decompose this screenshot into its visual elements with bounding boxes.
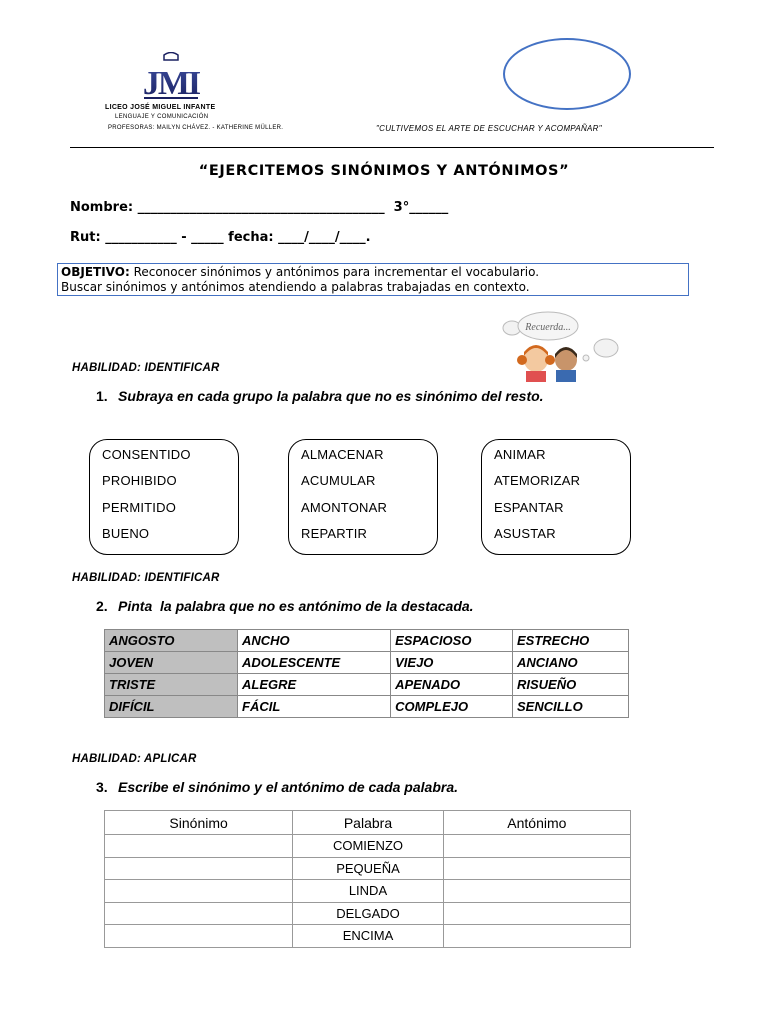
instruction-number: 2. xyxy=(96,598,108,614)
table-header-row xyxy=(105,811,631,835)
word-cell: ENCIMA xyxy=(293,925,444,948)
word-cell[interactable]: ALEGRE xyxy=(238,674,391,696)
page-title: “EJERCITEMOS SINÓNIMOS Y ANTÓNIMOS” xyxy=(198,163,570,179)
highlighted-word: DIFÍCIL xyxy=(105,696,238,718)
word-option[interactable]: BUENO xyxy=(102,525,150,541)
recuerda-illustration xyxy=(498,310,622,382)
objective-box xyxy=(57,263,689,296)
antonym-answer-cell[interactable] xyxy=(443,925,630,948)
word-cell: LINDA xyxy=(293,880,444,903)
synonym-antonym-table xyxy=(104,810,631,948)
table-row xyxy=(105,880,631,903)
skill-label-2: HABILIDAD: IDENTIFICAR xyxy=(72,572,220,584)
table-row xyxy=(105,857,631,880)
motto: "CULTIVEMOS EL ARTE DE ESCUCHAR Y ACOMPAÑAR" xyxy=(376,124,602,133)
word-option[interactable]: AMONTONAR xyxy=(301,499,388,515)
word-option[interactable]: CONSENTIDO xyxy=(102,447,191,462)
word-group-3 xyxy=(481,439,631,555)
word-cell[interactable]: ANCHO xyxy=(238,630,391,652)
word-cell: DELGADO xyxy=(293,902,444,925)
instruction-1 xyxy=(96,388,544,404)
word-cell[interactable]: FÁCIL xyxy=(238,696,391,718)
word-cell: COMIENZO xyxy=(293,835,444,858)
highlighted-word: JOVEN xyxy=(105,652,238,674)
header-divider xyxy=(70,147,714,148)
word-cell[interactable]: ANCIANO xyxy=(512,652,628,674)
antonym-answer-cell[interactable] xyxy=(443,857,630,880)
word-cell[interactable]: RISUEÑO xyxy=(512,674,628,696)
svg-text:JMI: JMI xyxy=(142,65,200,102)
objective-line-1: Reconocer sinónimos y antónimos para incrementar el vocabulario. xyxy=(129,265,540,279)
skill-label-3: HABILIDAD: APLICAR xyxy=(72,753,197,765)
word-cell[interactable]: SENCILLO xyxy=(512,696,628,718)
word-option[interactable]: PERMITIDO xyxy=(102,499,177,515)
word-group-1 xyxy=(89,439,239,555)
instruction-number: 3. xyxy=(96,779,108,795)
instruction-number: 1. xyxy=(96,388,108,404)
synonym-answer-cell[interactable] xyxy=(105,857,293,880)
school-name: LICEO JOSÉ MIGUEL INFANTE xyxy=(105,104,216,111)
word-cell[interactable]: APENADO xyxy=(391,674,513,696)
table-row xyxy=(105,630,629,652)
word-group-2 xyxy=(288,439,438,555)
skill-label-1: HABILIDAD: IDENTIFICAR xyxy=(72,362,220,374)
column-header: Sinónimo xyxy=(105,811,293,835)
table-row xyxy=(105,652,629,674)
word-option[interactable]: PROHIBIDO xyxy=(102,473,177,489)
word-cell[interactable]: ESTRECHO xyxy=(512,630,628,652)
table-row xyxy=(105,835,631,858)
svg-text:Recuerda...: Recuerda... xyxy=(525,322,571,333)
table-row xyxy=(105,696,629,718)
grade-oval xyxy=(503,38,631,110)
word-cell: PEQUEÑA xyxy=(293,857,444,880)
antonym-answer-cell[interactable] xyxy=(443,902,630,925)
instruction-text: Subraya en cada grupo la palabra que no es sinónimo del resto. xyxy=(118,388,544,404)
table-row xyxy=(105,925,631,948)
instruction-3 xyxy=(96,779,458,795)
word-cell[interactable]: ADOLESCENTE xyxy=(238,652,391,674)
synonym-answer-cell[interactable] xyxy=(105,902,293,925)
teachers: PROFESORAS: MAILYN CHÁVEZ. - KATHERINE MÜLLER. xyxy=(108,125,284,131)
highlighted-word: ANGOSTO xyxy=(105,630,238,652)
instruction-text: Pinta la palabra que no es antónimo de la destacada. xyxy=(118,598,474,614)
instruction-text: Escribe el sinónimo y el antónimo de cada palabra. xyxy=(118,779,458,795)
school-logo xyxy=(138,52,204,102)
word-option[interactable]: REPARTIR xyxy=(301,525,368,541)
word-option[interactable]: ANIMAR xyxy=(494,447,546,462)
word-option[interactable]: ALMACENAR xyxy=(301,447,384,462)
word-option[interactable]: ACUMULAR xyxy=(301,473,376,489)
table-row xyxy=(105,902,631,925)
antonym-table xyxy=(104,629,629,718)
word-cell[interactable]: ESPACIOSO xyxy=(391,630,513,652)
objective-label: OBJETIVO: xyxy=(61,265,130,279)
column-header: Antónimo xyxy=(443,811,630,835)
department: LENGUAJE Y COMUNICACIÓN xyxy=(115,114,209,120)
synonym-answer-cell[interactable] xyxy=(105,880,293,903)
word-cell[interactable]: COMPLEJO xyxy=(391,696,513,718)
word-option[interactable]: ASUSTAR xyxy=(494,525,556,541)
highlighted-word: TRISTE xyxy=(105,674,238,696)
rut-date-field-line[interactable]: Rut: ___________ - _____ fecha: ____/____/____. xyxy=(70,230,371,245)
antonym-answer-cell[interactable] xyxy=(443,880,630,903)
column-header: Palabra xyxy=(293,811,444,835)
synonym-answer-cell[interactable] xyxy=(105,925,293,948)
name-field-line[interactable]: Nombre: ______________________________________ 3°______ xyxy=(70,200,449,215)
table-row xyxy=(105,674,629,696)
instruction-2 xyxy=(96,598,474,614)
antonym-answer-cell[interactable] xyxy=(443,835,630,858)
objective-line-2: Buscar sinónimos y antónimos atendiendo a palabras trabajadas en contexto. xyxy=(61,280,530,294)
synonym-answer-cell[interactable] xyxy=(105,835,293,858)
word-option[interactable]: ESPANTAR xyxy=(494,499,564,515)
word-cell[interactable]: VIEJO xyxy=(391,652,513,674)
word-option[interactable]: ATEMORIZAR xyxy=(494,473,581,489)
